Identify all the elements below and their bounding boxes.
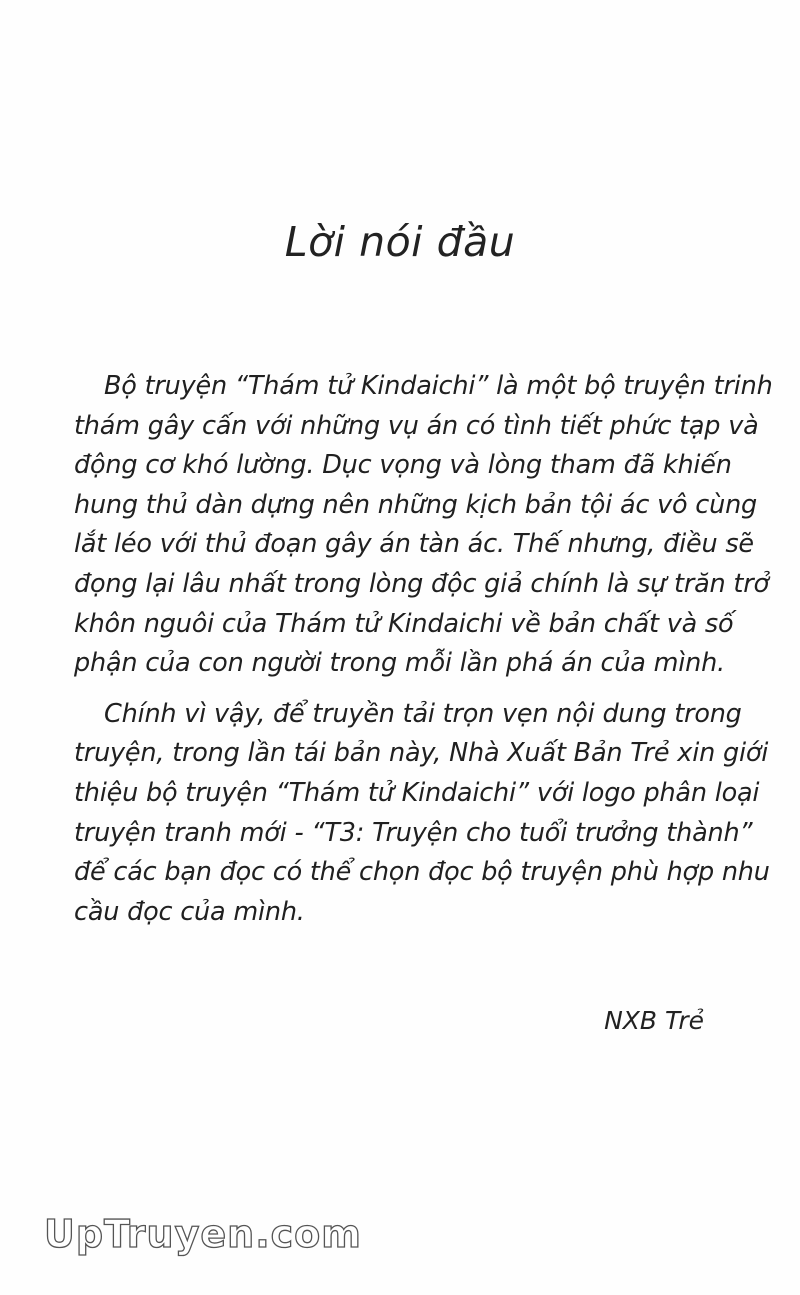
site-watermark: UpTruyen.com [44,1212,362,1256]
page-title: Lời nói đầu [284,218,516,266]
text-line: khôn nguôi của Thám tử Kindaichi về bản chất và số [74,608,734,639]
paragraph-2 [74,695,770,933]
text-line: Bộ truyện “Thám tử Kindaichi” là một bộ truyện trinh [104,371,773,401]
text-line: Chính vì vậy, để truyền tải trọn vẹn nội dung trong [104,698,742,729]
text-line: đọng lại lâu nhất trong lòng độc giả chính là sự trăn trở [74,568,769,599]
text-line: thiệu bộ truyện “Thám tử Kindaichi” với logo phân loại [74,777,760,808]
text-line: để các bạn đọc có thể chọn đọc bộ truyện phù hợp nhu [74,857,770,888]
text-line: phận của con người trong mỗi lần phá án của mình. [74,648,725,679]
text-line: thám gây cấn với những vụ án có tình tiết phức tạp và [74,410,759,441]
text-line: truyện tranh mới - “T3: Truyện cho tuổi trưởng thành” [74,817,753,848]
text-line: lắt léo với thủ đoạn gây án tàn ác. Thế nhưng, điều sẽ [74,529,754,560]
publisher-signature: NXB Trẻ [604,1006,704,1035]
paragraph-1 [74,367,773,684]
text-line: cầu đọc của mình. [74,896,305,927]
text-line: truyện, trong lần tái bản này, Nhà Xuất Bản Trẻ xin giới [74,738,769,769]
preface-body [74,367,773,932]
text-line: động cơ khó lường. Dục vọng và lòng tham đã khiến [74,450,732,481]
text-line: hung thủ dàn dựng nên những kịch bản tội ác vô cùng [74,489,758,520]
